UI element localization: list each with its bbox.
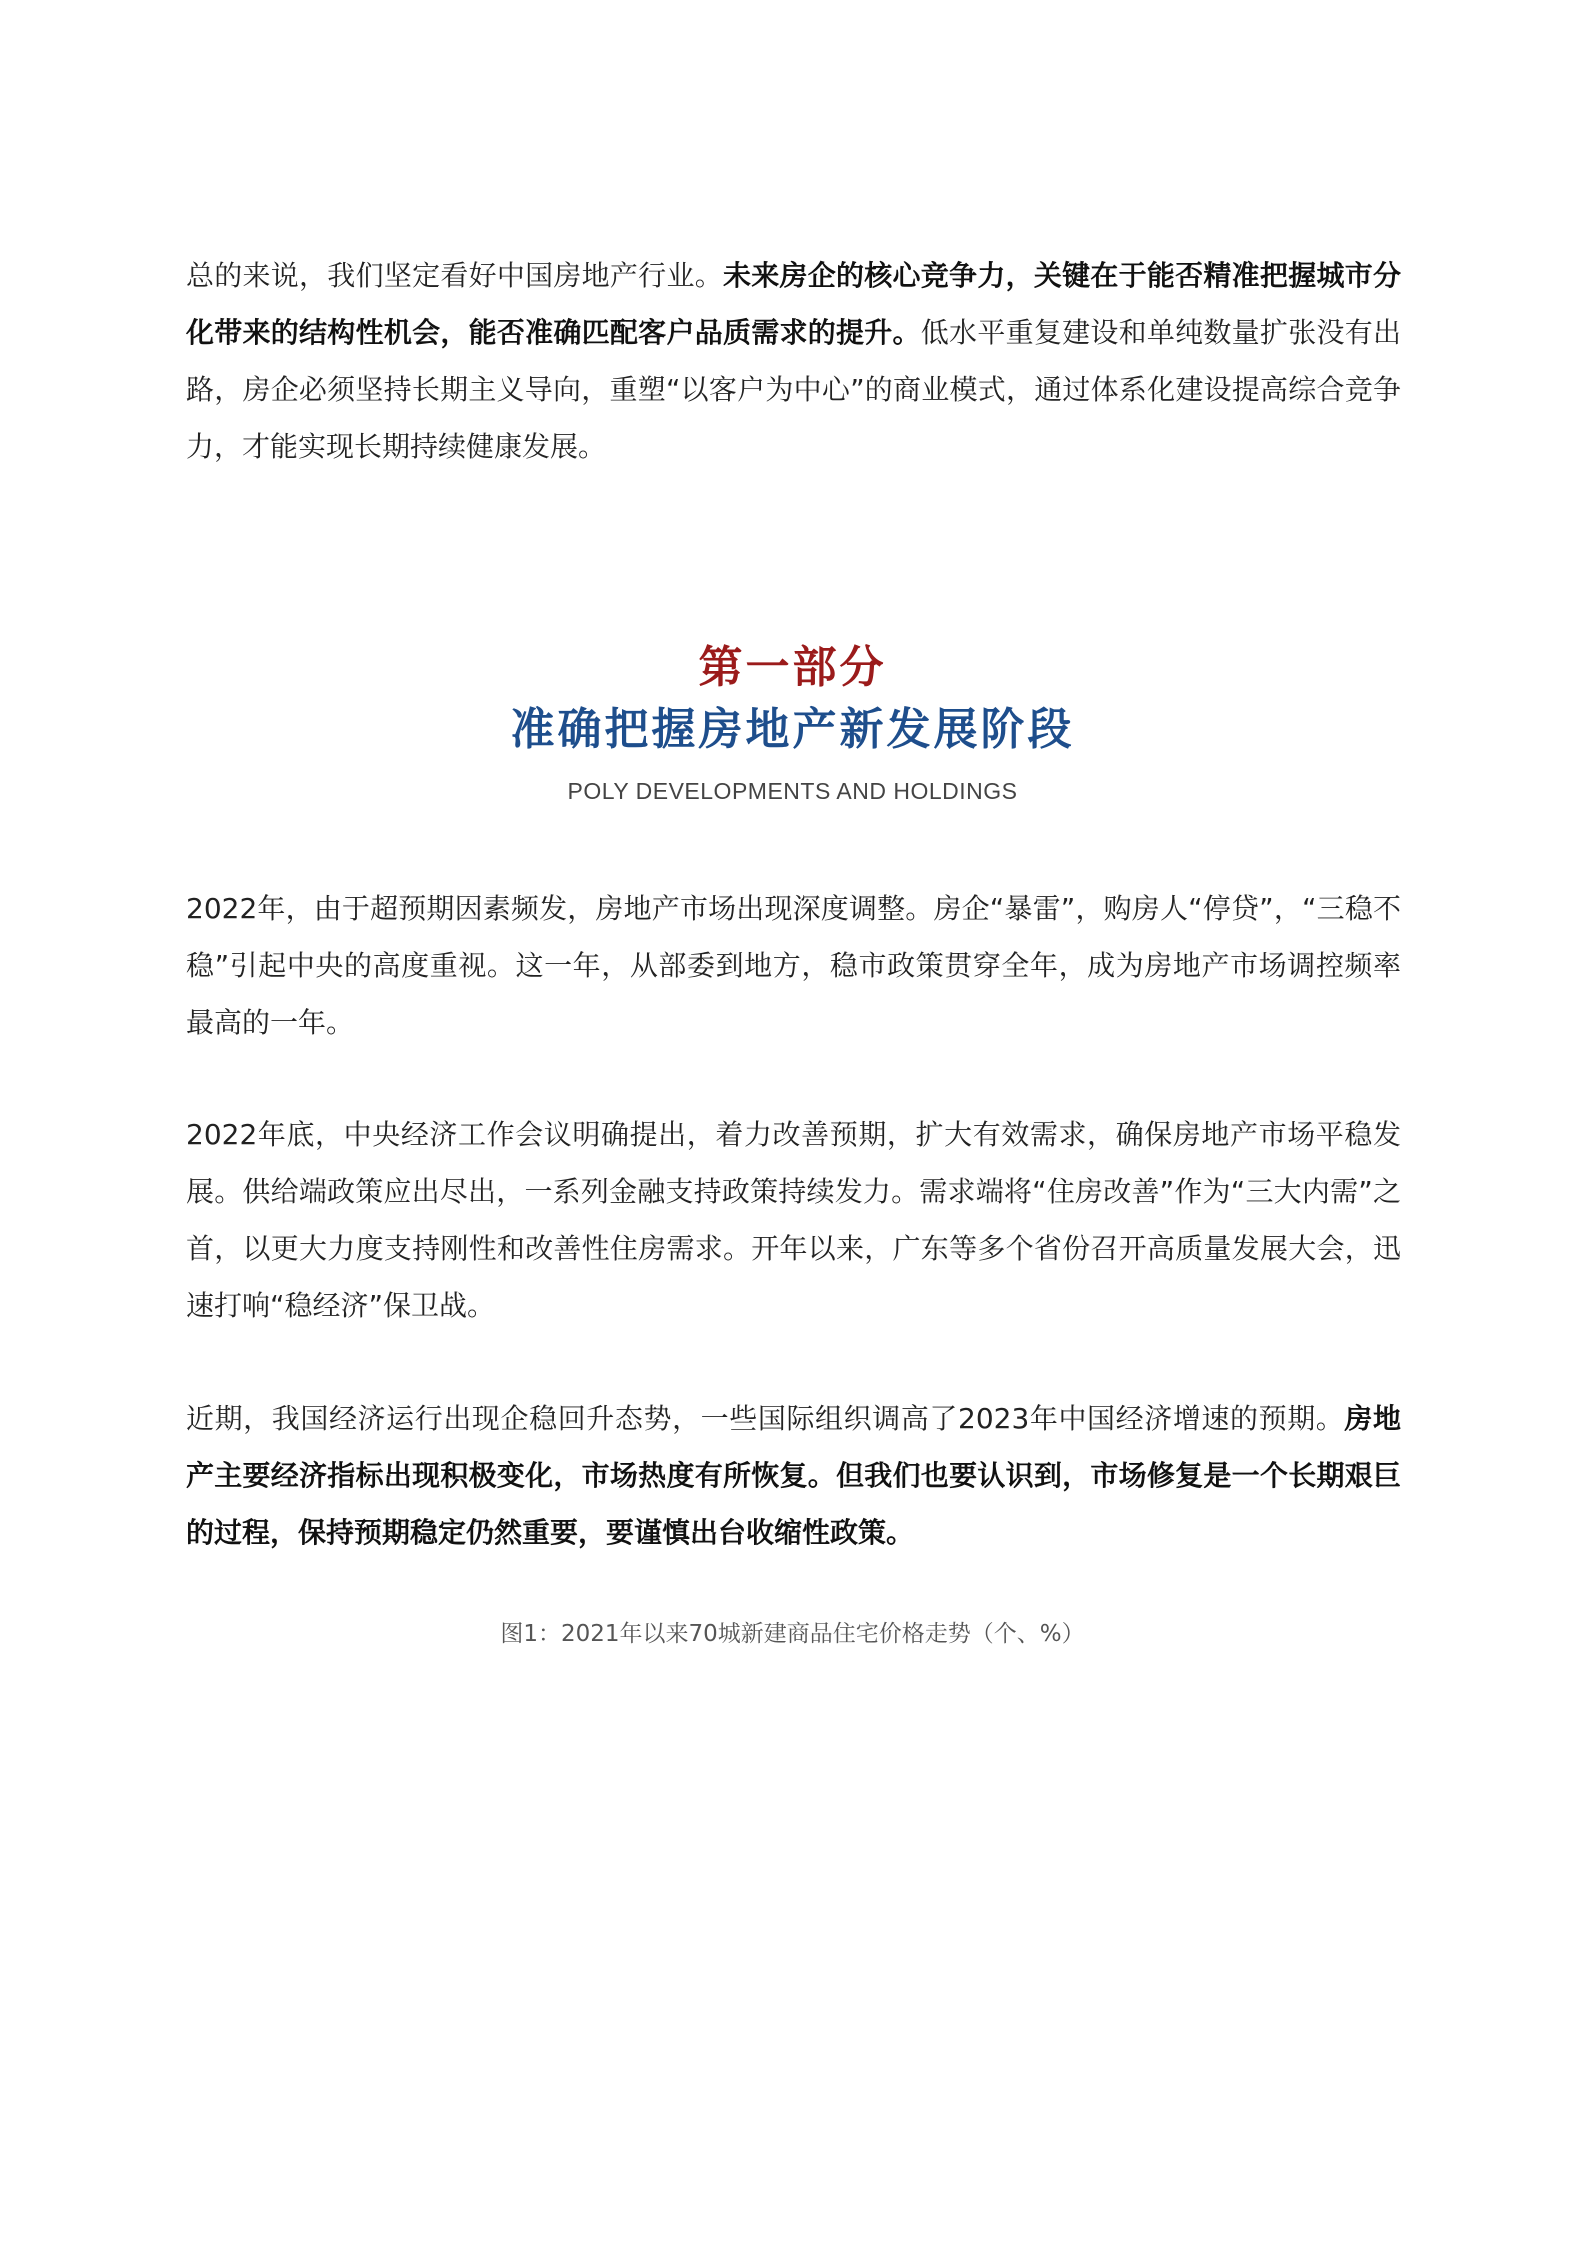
- intro-bold-text: 未来房企的核心竞争力，关键在于能否精准把握城市分化带来的结构性机会，能否准确匹配客户品质需求的提升。: [186, 259, 1401, 349]
- recent-bold-text: 房地产主要经济指标出现积极变化，市场热度有所恢复。但我们也要认识到，市场修复是一个长期艰巨的过程，保持预期稳定仍然重要，要谨慎出台收缩性政策。: [186, 1402, 1401, 1549]
- section-title: 准确把握房地产新发展阶段: [510, 704, 1075, 755]
- section-subtitle: POLY DEVELOPMENTS AND HOLDINGS: [567, 778, 1018, 804]
- paragraph-2022: 2022年，由于超预期因素频发，房地产市场出现深度调整。房企“暴雷”，购房人“停贷”，“三稳不稳”引起中央的高度重视。这一年，从部委到地方，稳市政策贯穿全年，成为房地产市场调控频率最高的一年。: [186, 892, 1401, 1039]
- intro-text-cont: 低水平重复建设和单纯数量扩张没有出路，房企必须坚持长期主义导向，重塑“以客户为中心”的商业模式，通过体系化建设提高综合竞争力，才能实现长期持续健康发展。: [186, 316, 1401, 463]
- recent-text: 近期，我国经济运行出现企稳回升态势，一些国际组织调高了2023年中国经济增速的预期。: [186, 1402, 1345, 1435]
- intro-text: 总的来说，我们坚定看好中国房地产行业。: [186, 259, 723, 292]
- paragraph-2022-end: 2022年底，中央经济工作会议明确提出，着力改善预期，扩大有效需求，确保房地产市场平稳发展。供给端政策应出尽出，一系列金融支持政策持续发力。需求端将“住房改善”作为“三大内需”之首，以更大力度支持刚性和改善性住房需求。开年以来，广东等多个省份召开高质量发展大会，迅速打响“稳经济”保卫战。: [186, 1118, 1401, 1322]
- paragraph-recent: [186, 1390, 1401, 1561]
- figure-caption: 图1：2021年以来70城新建商品住宅价格走势（个、%）: [500, 1621, 1085, 1647]
- section-part-label: 第一部分: [698, 642, 887, 693]
- intro-paragraph: [186, 247, 1401, 475]
